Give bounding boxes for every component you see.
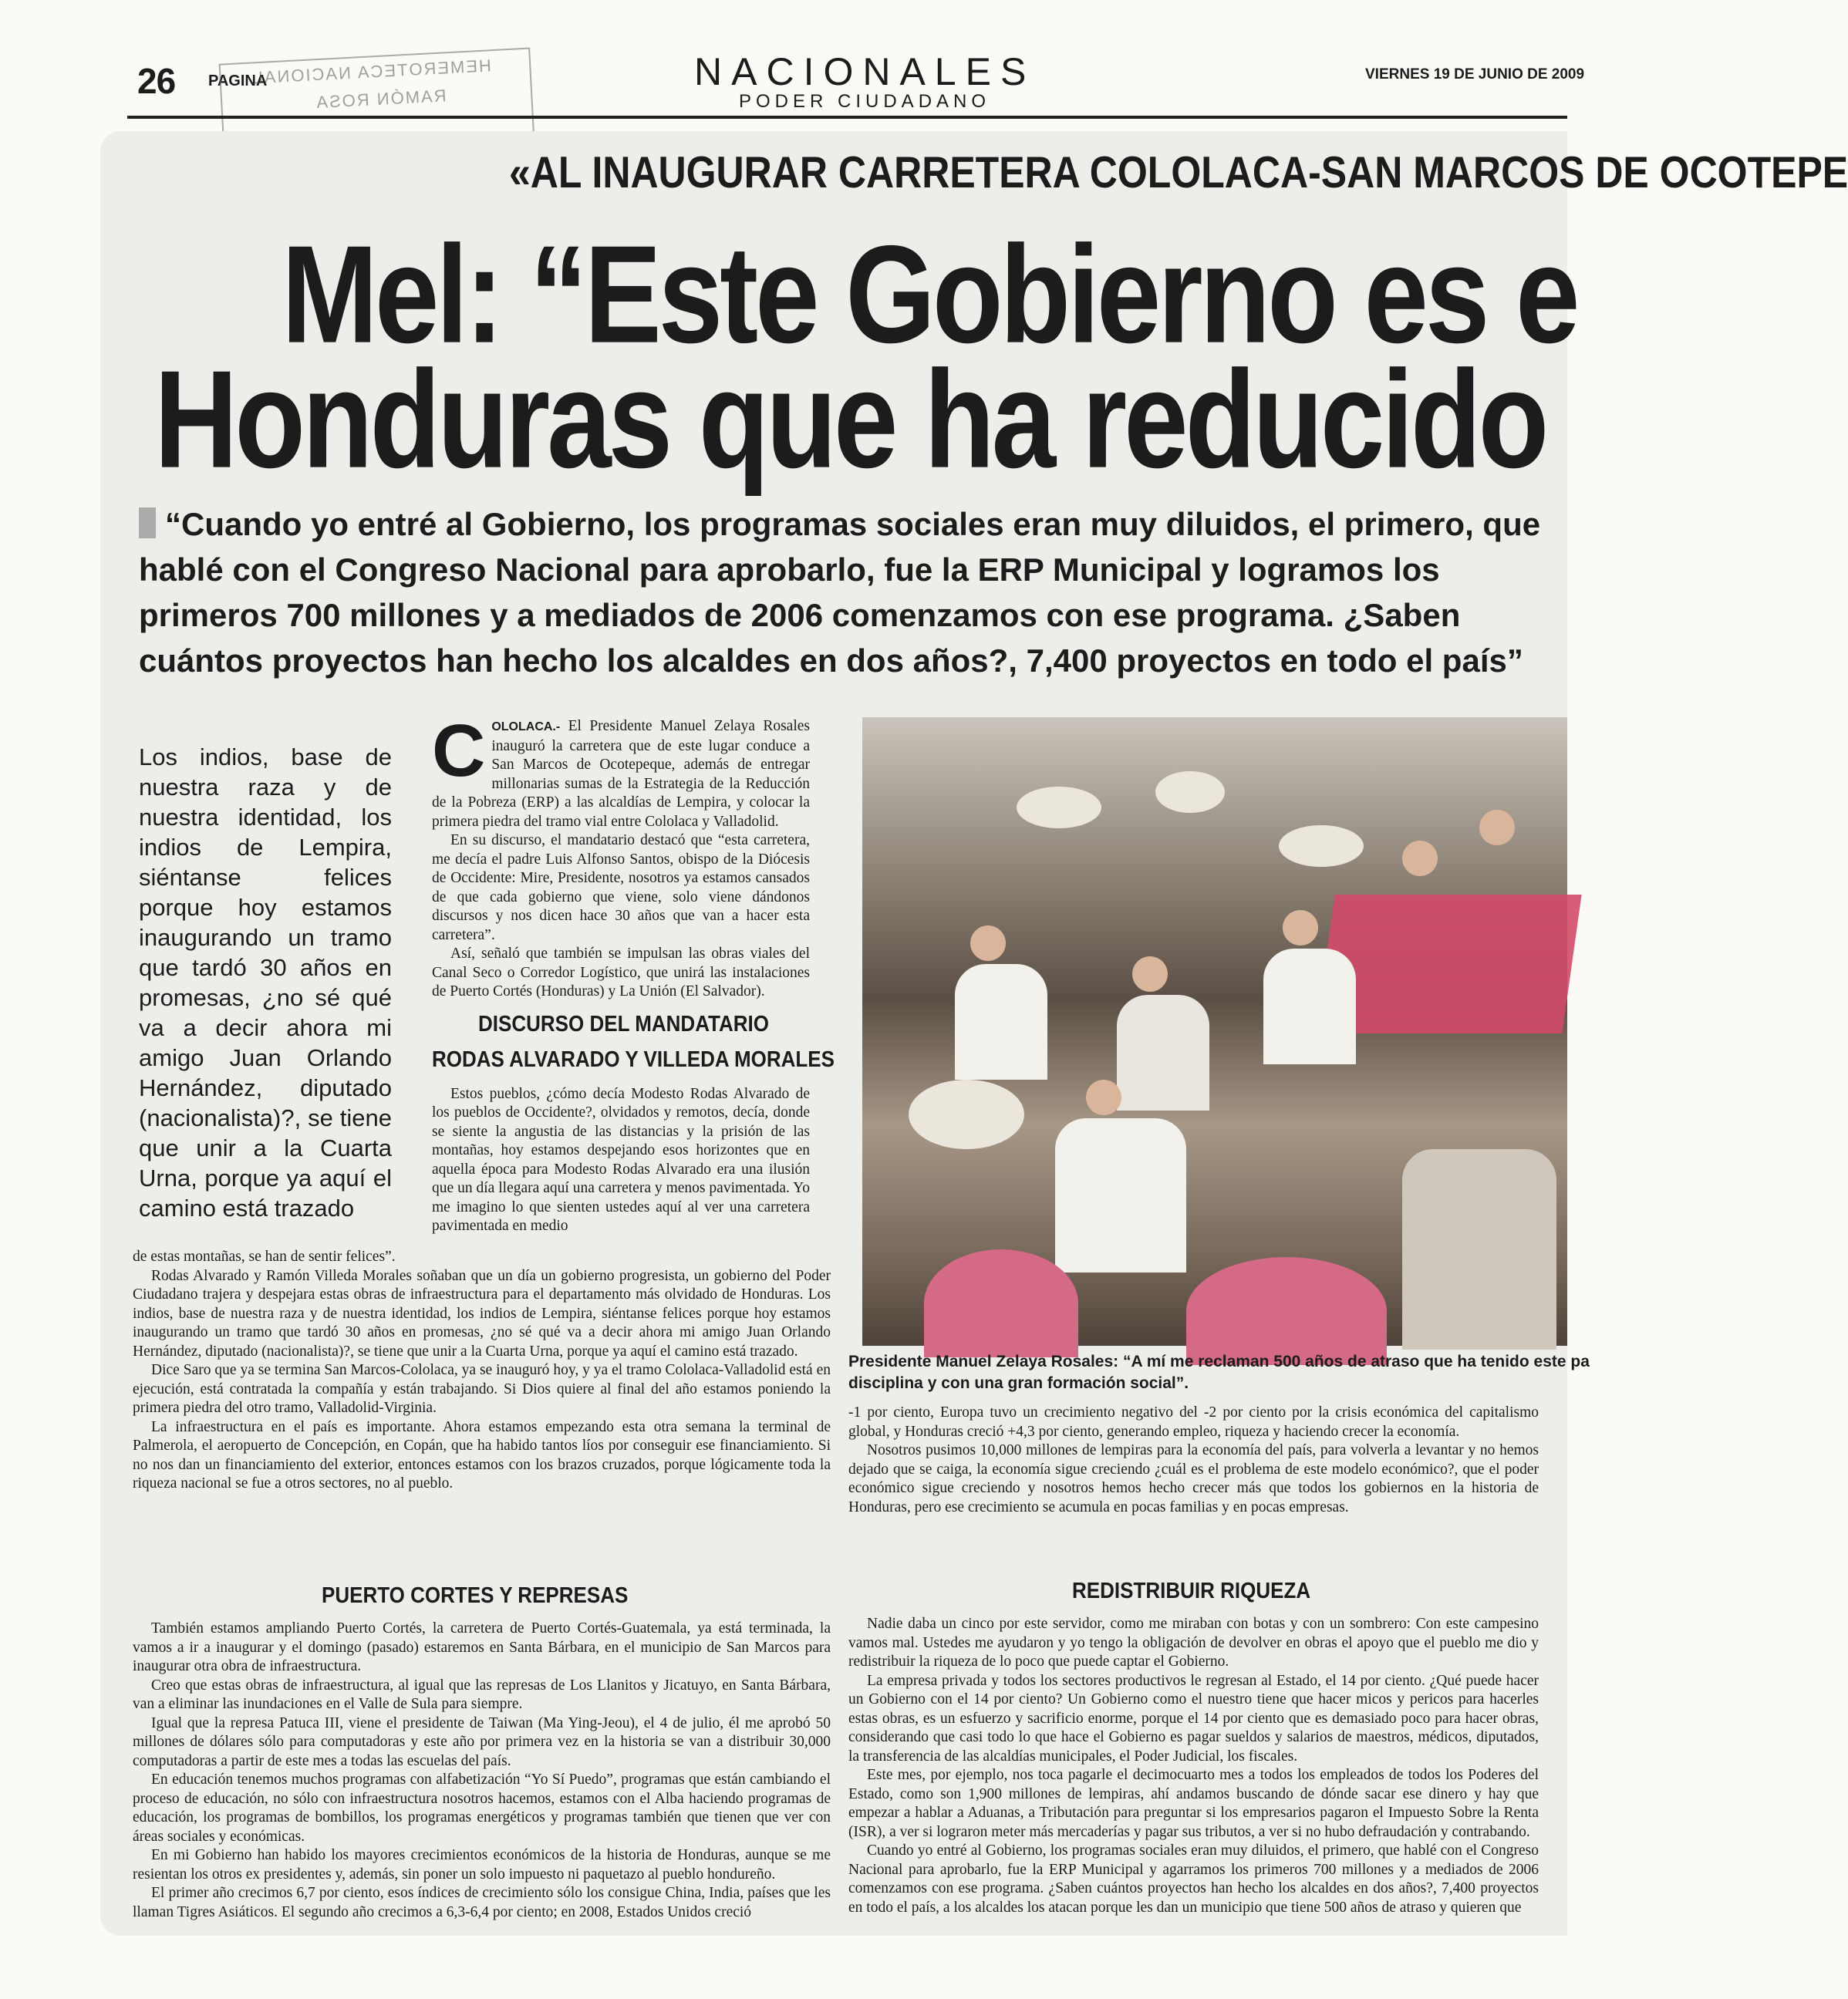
discurso-paragraph-2: Rodas Alvarado y Ramón Villeda Morales soñaban que un día un gobierno progresista, un gobierno del Poder Ciudadano trajera y despejara estas obras de infraestructura para el departamento más olvidado de Honduras. Los indios, base de nuestra raza y de nuestra identidad, los indios de Lempira, siéntanse felices porque hoy estamos inaugurando un tramo que tardó 30 años en promesas, ¿no sé qué va a decir ahora mi amigo Juan Orlando Hernández, diputado (nacionalista)?, se tiene que unir a la Cuarta Urna, porque ya aquí el camino está trazado. xyxy=(133,1267,831,1360)
stamp-line-2: RAMÓN ROSA xyxy=(314,86,447,113)
photo-figure xyxy=(1117,995,1209,1111)
drop-cap: C xyxy=(432,710,486,792)
page-label: PAGINA xyxy=(208,72,268,89)
photo-hat xyxy=(1155,771,1225,813)
photo-face xyxy=(1086,1080,1121,1115)
puerto-paragraph-1: También estamos ampliando Puerto Cortés, la carretera de Puerto Cortés-Guatemala, ya está terminada, la vamos a ir a inaugurar y el domingo (pasado) estaremos en Santa Bárbara, en el municipio de San Marcos para inaugurar otra obra de infraestructura. xyxy=(133,1620,831,1674)
subhead-redistribuir: REDISTRIBUIR RIQUEZA xyxy=(1072,1577,1311,1603)
riqueza-paragraph-3: Este mes, por ejemplo, nos toca pagarle el decimocuarto mes a todos los empleados de todos los Poderes del Estado, como son 1,900 millones de lempiras, ahí andamos buscando de dónde sacar ese dinero y hay que empezar a hablar a Aduanas, a Tributación para preguntar si los empresarios pagaron el Impuesto Sobre la Renta (ISR), a ver si lograron meter más mercaderías y pagar sus tributos, a ver si no hubo defraudación y contrabando. xyxy=(848,1767,1539,1840)
photo-hat xyxy=(909,1080,1024,1149)
riqueza-paragraph-2: La empresa privada y todos los sectores productivos le regresan al Estado, el 14 por ciento. ¿Qué puede hacer un Gobierno con el 14 por ciento? Un Gobierno como el nuestro tiene que hacer micos y pericos para hacerles estas obras, es un esfuerzo y sacrificio enorme, porque el 14 por ciento que es demasiado poco para hacer obras, considerando que casi todo lo que hace el Gobierno es pagar sueldos y salarios de maestros, médicos, diputados, la transferencia de las alcaldías municipales, el Poder Judicial, los fiscales. xyxy=(848,1672,1539,1765)
stamp-line-1: HEMEROTECA NACIONAL xyxy=(251,56,492,88)
discurso-paragraph-4: La infraestructura en el país es importante. Ahora estamos empezando esta otra semana la terminal de Palmerola, el aeropuerto de Concepción, en Copán, que ha habido tantos líos por conseguir ese financiamiento. Si no nos dan un financiamiento del exterior, entonces estamos con los brazos cruzados, porque lógicamente toda la riqueza nacional se fue a otros sectores, no al pueblo. xyxy=(133,1418,831,1492)
photo-figure xyxy=(955,964,1047,1080)
discurso-paragraph-1-cont: de estas montañas, se han de sentir felices”. xyxy=(133,1249,396,1265)
body-left-column xyxy=(133,1248,831,1494)
right-paragraph-1: -1 por ciento, Europa tuvo un crecimiento negativo del -2 por ciento por la crisis económica del capitalismo global, y Honduras creció +4,3 por ciento, generando empleo, riqueza y haciendo crecer la economía. xyxy=(848,1404,1539,1440)
photo-figure-pink xyxy=(924,1249,1078,1357)
photo-figure xyxy=(1402,1149,1556,1350)
quote-marker-icon xyxy=(139,507,156,538)
pull-quote: Los indios, base de nuestra raza y de nuestra identidad, los indios de Lempira, siéntanse felices porque hoy estamos inaugurando un tramo que tardó 30 años en promesas, ¿no sé qué va a decir ahora mi amigo Juan Orlando Hernández, diputado (nacionalista)?, se tiene que unir a la Cuarta Urna, porque ya aquí el camino está trazado xyxy=(139,743,392,1222)
article-kicker: «AL INAUGURAR CARRETERA COLOLACA-SAN MARCOS DE OCOTEPE xyxy=(509,147,1848,197)
headline-line-1: Mel: “Este Gobierno es e xyxy=(282,216,1577,372)
headline-line-2: Honduras que ha reducido xyxy=(154,341,1546,497)
puerto-paragraph-4: En educación tenemos muchos programas con alfabetización “Yo Sí Puedo”, programas que están cambiando el proceso de educación, no sólo con infraestructura nosotros hacemos, estamos con el Alba haciendo programas de educación, los programas de bombillos, los programas energéticos y programas también que tienen que ver con áreas sociales y económicas. xyxy=(133,1771,831,1845)
intro-paragraph-2: En su discurso, el mandatario destacó que “esta carretera, me decía el padre Luis Alfonso Santos, obispo de la Diócesis de Occidente: Mire, Presidente, nosotros ya estamos cansados de que cada gobierno que viene, solo viene dándonos discursos y nos dicen hace 30 años que van a hacer esta carretera”. xyxy=(432,832,810,943)
intro-paragraph-1 xyxy=(432,710,810,831)
issue-date: VIERNES 19 DE JUNIO DE 2009 xyxy=(1365,66,1585,83)
body-left-column-2 xyxy=(133,1584,831,1922)
section-subtitle: PODER CIUDADANO xyxy=(739,91,991,112)
subhead-discurso: DISCURSO DEL MANDATARIO xyxy=(478,1010,769,1036)
subhead-puerto-cortes: PUERTO CORTES Y REPRESAS xyxy=(322,1582,629,1608)
photo-figure xyxy=(1263,949,1356,1064)
deck-text: “Cuando yo entré al Gobierno, los programas sociales eran muy diluidos, el primero, que hablé con el Congreso Nacional para aprobarlo, fue la ERP Municipal y logramos los primeros 700 millones y a mediados de 2006 comenzamos con ese programa. ¿Saben cuántos proyectos han hecho los alcaldes en dos años?, 7,400 proyectos en todo el país” xyxy=(139,506,1541,679)
photo-hat xyxy=(1279,825,1364,867)
intro-column xyxy=(432,710,835,1236)
discurso-paragraph-1: Estos pueblos, ¿cómo decía Modesto Rodas Alvarado de los pueblos de Occidente?, olvidados y remotos, decía, donde se siente la angustia de las distancias y la prisión de las montañas, hoy estamos despejando esos horizontes que en aquella época para Modesto Rodas Alvarado era una ilusión que un día llegara aquí una carretera y menos pavimentada. Yo me imagino lo que sienten ustedes aquí al ver una carretera pavimentada en medio xyxy=(432,1085,810,1234)
photo-face xyxy=(1283,910,1318,946)
photo-figure-pink xyxy=(1186,1257,1387,1365)
photo-face xyxy=(1132,956,1168,992)
puerto-paragraph-3: Igual que la represa Patuca III, viene el presidente de Taiwan (Ma Ying-Jeou), el 4 de julio, él me aprobó 50 millones de dólares sólo para computadoras y este año por primera vez en la historia se van a distribuir 30,000 computadoras a partir de este mes a todas las escuelas del país. xyxy=(133,1714,831,1769)
photo-hat xyxy=(1017,787,1101,828)
caption-line-1: Presidente Manuel Zelaya Rosales: “A mí me reclaman 500 años de atraso que ha tenido este pa xyxy=(848,1353,1590,1370)
photo-caption xyxy=(848,1351,1590,1394)
subhead-rodas: RODAS ALVARADO Y VILLEDA MORALES xyxy=(432,1045,835,1071)
discurso-paragraph-3: Dice Saro que ya se termina San Marcos-Cololaca, ya se inauguró hoy, y ya el tramo Cololaca-Valladolid está en ejecución, está contratada la compañía y están trabajando. Si Dios quiere al final del año estamos poniendo la primera piedra del otro tramo, Valladolid-Virginia. xyxy=(133,1362,831,1416)
section-title: NACIONALES xyxy=(694,50,1036,93)
photo-face xyxy=(970,925,1006,961)
body-right-column xyxy=(848,1404,1539,1517)
riqueza-paragraph-4: Cuando yo entré al Gobierno, los programas sociales eran muy diluidos, el primero, que hablé con el Congreso Nacional para aprobarlo, fue la ERP Municipal y agarramos los primeros 700 millones y a mediados de 2006 comenzamos con ese programa. ¿Saben cuántos proyectos han hecho los alcaldes en dos años?, 7,400 proyectos en todo el país, a los alcaldes los atacan porque les dan un municipio que tiene 500 años de atraso y quieren que xyxy=(848,1842,1539,1916)
body-right-column-2 xyxy=(848,1577,1539,1917)
puerto-paragraph-2: Creo que estas obras de infraestructura, al igual que las represas de Los Llanitos y Jicatuyo, en Santa Bárbara, van a eliminar las inundaciones en el Valle de Sula para siempre. xyxy=(133,1677,831,1712)
dateline-place: OLOLACA.- xyxy=(491,720,561,733)
puerto-paragraph-6: El primer año crecimos 6,7 por ciento, esos índices de crecimiento sólo los consigue China, India, países que les llaman Tigres Asiáticos. El segundo año crecimos a 6,3-6,4 por ciento; en 2008, Estados Unidos creció xyxy=(133,1885,831,1920)
event-photo xyxy=(862,717,1567,1346)
puerto-paragraph-5: En mi Gobierno han habido los mayores crecimientos económicos de la historia de Honduras, aunque se me resientan los otros ex presidentes y, además, sin poner un solo impuesto ni paquetazo al pueblo hondureño. xyxy=(133,1847,831,1883)
photo-figure xyxy=(1055,1118,1186,1273)
article-deck xyxy=(139,501,1543,683)
right-paragraph-2: Nosotros pusimos 10,000 millones de lempiras para la economía del país, para volverla a levantar y no hemos dejado que se caiga, la economía sigue creciendo ¿cuál es el problema de este modelo económico?, que el poder económico sigue creciendo y nosotros hemos hecho crecer más que todos los gobiernos en la historia de Honduras, pero ese crecimiento se acumula en pocas familias y en pocas empresas. xyxy=(848,1442,1539,1515)
photo-face xyxy=(1402,841,1438,876)
caption-line-2: disciplina y con una gran formación social”. xyxy=(848,1374,1189,1392)
riqueza-paragraph-1: Nadie daba un cinco por este servidor, como me miraban con botas y con un sombrero: Con este campesino vamos mal. Ustedes me ayudaron y yo tengo la obligación de devolver en obras el apoyo que el pueblo me dio y redistribuir la riqueza de lo poco que puede captar el Gobierno. xyxy=(848,1616,1539,1670)
intro-paragraph-3: Así, señaló que también se impulsan las obras viales del Canal Seco o Corredor Logístico, que unirá las instalaciones de Puerto Cortés (Honduras) y La Unión (El Salvador). xyxy=(432,946,810,1000)
header-rule xyxy=(127,116,1567,119)
page-number: 26 xyxy=(137,61,176,101)
intro-text-1: El Presidente Manuel Zelaya Rosales inauguró la carretera que de este lugar conduce a San Marcos de Ocotepeque, además de entregar millonarias sumas de la Estrategia de la Reducción de la Pobreza (ERP) a las alcaldías de Lempira, y colocar la primera piedra del tramo vial entre Cololaca y Valladolid. xyxy=(432,718,810,830)
photo-face xyxy=(1479,810,1515,845)
